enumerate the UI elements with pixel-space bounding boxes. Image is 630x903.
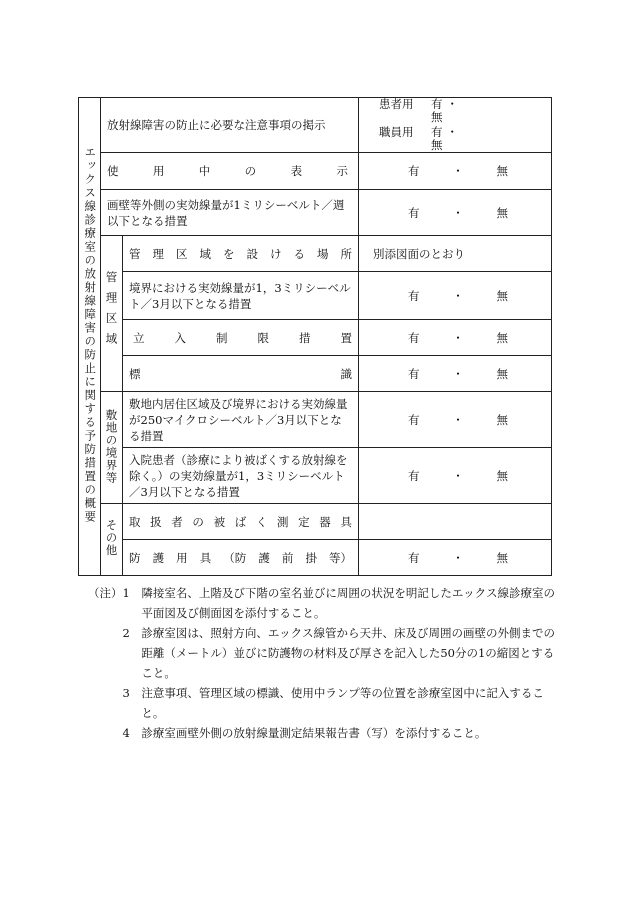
notice-label: 放射線障害の防止に必要な注意事項の掲示 [101,98,359,153]
row-wall [79,190,552,236]
patient-label: 患者用 [379,97,414,111]
area-place-label: 管 理 区 域 を 設 け る 場 所 [123,236,359,272]
row-boundary [79,272,552,320]
row-protection [79,540,552,576]
row-inpatient [79,448,552,504]
entry-value: 有 ・ 無 [359,320,552,356]
sign-label: 標 識 [123,356,359,392]
row-residential [79,392,552,448]
residential-value: 有 ・ 無 [359,392,552,448]
row-notice [79,98,552,153]
note-2: 2 診療室図は、照射方向、エックス線管から天井、床及び周囲の画壁の外側までの距離（メートル）並びに防護物の材料及び厚さを記入した50分の1の縮図とすること。 [88,626,555,680]
in-use-value: 有 ・ 無 [359,153,552,190]
side-label-cell [79,98,101,576]
protection-value: 有 ・ 無 [359,540,552,576]
row-area-place [79,236,552,272]
row-in-use [79,153,552,190]
prevention-measures-table [78,97,552,576]
note-3: 3 注意事項、管理区域の標識、使用中ランプ等の位置を診療室図中に記入すること。 [88,686,544,720]
note-4: 4 診療室画壁外側の放射線量測定結果報告書（写）を添付すること。 [88,726,487,740]
row-dosimeter [79,504,552,540]
in-use-label: 使 用 中 の 表 示 [101,153,359,190]
patient-value: 有・無 [431,97,462,124]
wall-label: 画壁等外側の実効線量が1ミリシーベルト／週以下となる措置 [101,190,359,236]
sign-value: 有 ・ 無 [359,356,552,392]
row-entry [79,320,552,356]
residential-label: 敷地内居住区域及び境界における実効線量が250マイクロシーベルト／3月以下となる措置 [123,392,359,448]
row-sign [79,356,552,392]
premises-group: 敷地の境界等 [101,392,123,504]
notes-section [88,583,558,743]
boundary-value: 有 ・ 無 [359,272,552,320]
area-place-value: 別添図面のとおり [359,236,552,272]
controlled-area-group: 管理区域 [101,236,123,392]
side-label: エックス線診療室の放射線障害の防止に関する予防措置の概要 [83,146,98,524]
note-1: （注）1 隣接室名、上階及び下階の室名並びに周囲の状況を明記したエックス線診療室の平面図及び側面図を添付すること。 [88,586,555,620]
notice-value-cell [359,98,552,153]
others-group: その他 [101,504,123,576]
inpatient-label: 入院患者（診療により被ばくする放射線を除く。）の実効線量が1，3ミリシーベルト／3月以下となる措置 [123,448,359,504]
protection-label: 防 護 用 具 （防 護 前 掛 等） [123,540,359,576]
entry-label: 立 入 制 限 措 置 [123,320,359,356]
dosimeter-label: 取 扱 者 の 被 ば く 測 定 器 具 [123,504,359,540]
dosimeter-value [359,504,552,540]
boundary-label: 境界における実効線量が1，3ミリシーベルト／3月以下となる措置 [123,272,359,320]
inpatient-value: 有 ・ 無 [359,448,552,504]
staff-label: 職員用 [379,125,414,139]
staff-value: 有・無 [431,125,462,152]
wall-value: 有 ・ 無 [359,190,552,236]
